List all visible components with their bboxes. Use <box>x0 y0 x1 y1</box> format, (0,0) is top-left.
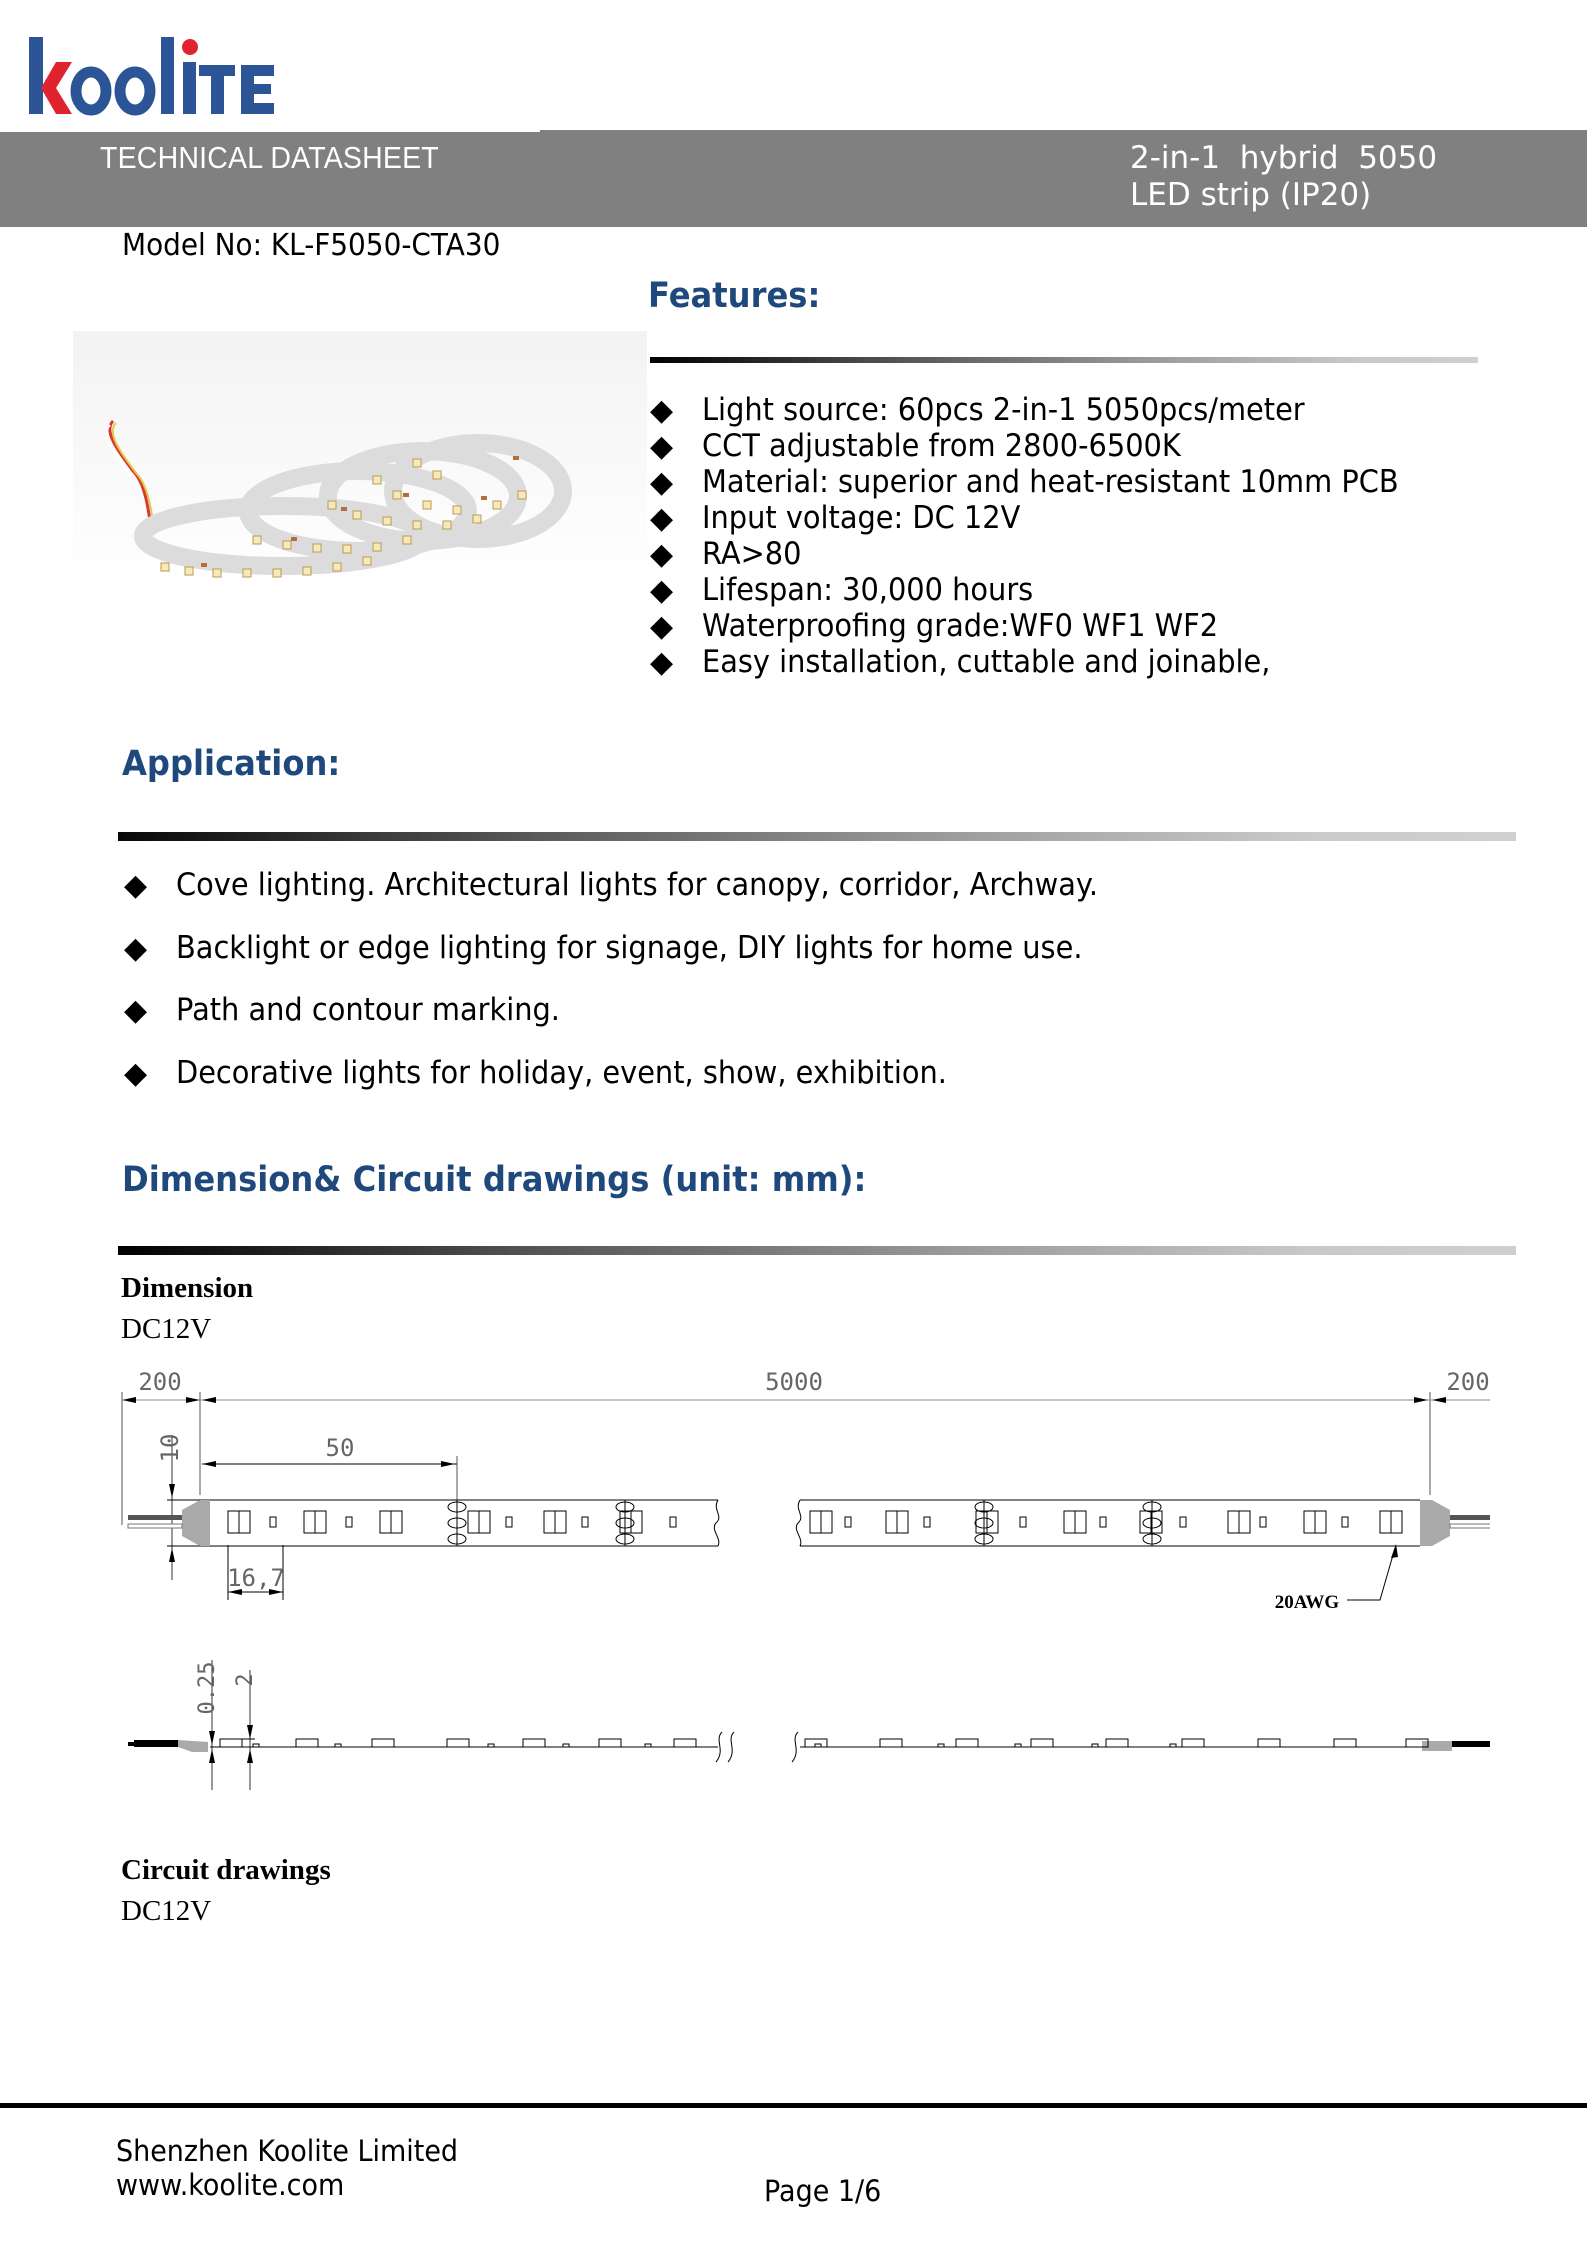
feature-item: ◆ Lifespan: 30,000 hours <box>650 572 1034 608</box>
resistor-pad <box>582 1517 588 1527</box>
dimension-drawing-top <box>110 1360 1490 1620</box>
led-profile <box>1182 1739 1204 1747</box>
feature-item-clipped: ◆ Easy installation, cuttable and joinable, <box>650 644 1271 680</box>
product-title-line1: 2-in-1 hybrid 5050 <box>1130 140 1438 176</box>
dimension-heading: Dimension& Circuit drawings (unit: mm): <box>122 1160 867 1200</box>
diamond-bullet-icon: ◆ <box>650 465 674 500</box>
led-profile <box>805 1739 827 1747</box>
application-item: ◆ Cove lighting. Architectural lights for canopy, corridor, Archway. <box>124 862 1167 925</box>
led-profile <box>956 1739 978 1747</box>
dimension-voltage: DC12V <box>121 1313 212 1345</box>
koolite-logo <box>28 32 318 122</box>
resistor-pad <box>1020 1517 1026 1527</box>
model-number: Model No: KL-F5050-CTA30 <box>122 228 501 263</box>
diamond-bullet-icon: ◆ <box>124 993 148 1028</box>
led-profile <box>523 1739 545 1747</box>
resistor-pad <box>270 1517 276 1527</box>
footer-company: Shenzhen Koolite Limited <box>116 2134 459 2168</box>
resistor-profile <box>938 1744 944 1747</box>
diamond-bullet-icon: ◆ <box>650 501 674 536</box>
resistor-pad <box>506 1517 512 1527</box>
resistor-pad <box>346 1517 352 1527</box>
features-heading: Features: <box>648 276 821 316</box>
page-number: Page 1/6 <box>764 2174 882 2208</box>
led-profile <box>220 1739 242 1747</box>
dim-width: 10 <box>156 1433 184 1463</box>
application-divider <box>118 832 1516 841</box>
resistor-profile <box>335 1744 341 1747</box>
dim-lead-right: 200 <box>1446 1368 1490 1396</box>
resistor-profile <box>815 1744 821 1747</box>
feature-item: ◆ Light source: 60pcs 2-in-1 5050pcs/meter <box>650 392 1305 428</box>
diamond-bullet-icon: ◆ <box>650 609 674 644</box>
features-divider <box>650 357 1478 363</box>
resistor-profile <box>1170 1744 1176 1747</box>
resistor-profile <box>645 1744 651 1747</box>
application-heading: Application: <box>122 744 341 784</box>
dim-lead-left: 200 <box>138 1368 182 1396</box>
feature-item: ◆ Waterproofing grade:WF0 WF1 WF2 <box>650 608 1219 644</box>
resistor-profile <box>1092 1744 1098 1747</box>
diamond-bullet-icon: ◆ <box>124 1055 148 1091</box>
resistor-pad <box>1260 1517 1266 1527</box>
dimension-drawing-side <box>110 1640 1490 1800</box>
resistor-pad <box>1100 1517 1106 1527</box>
dim-led-height: 2 <box>233 1673 258 1687</box>
led-profile <box>1334 1739 1356 1747</box>
diamond-bullet-icon: ◆ <box>650 645 674 680</box>
circuit-label: Circuit drawings <box>121 1854 331 1886</box>
led-profile <box>880 1739 902 1747</box>
doc-type-title: TECHNICAL DATASHEET <box>100 140 439 175</box>
led-profile <box>599 1739 621 1747</box>
feature-item: ◆ RA>80 <box>650 536 802 572</box>
footer-website[interactable]: www.koolite.com <box>116 2168 345 2202</box>
product-title-line2: LED strip (IP20) <box>1130 177 1372 213</box>
product-photo <box>73 331 647 591</box>
feature-item: ◆ CCT adjustable from 2800-6500K <box>650 428 1181 464</box>
footer-company-block <box>116 2134 458 2202</box>
diamond-bullet-icon: ◆ <box>650 429 674 464</box>
dim-pcb-thickness: 0.25 <box>195 1661 220 1715</box>
diamond-bullet-icon: ◆ <box>650 537 674 572</box>
resistor-profile <box>1015 1744 1021 1747</box>
feature-item: ◆ Material: superior and heat-resistant 10mm PCB <box>650 464 1399 500</box>
dimension-label: Dimension <box>121 1272 254 1304</box>
led-profile <box>296 1739 318 1747</box>
resistor-pad <box>845 1517 851 1527</box>
header-notch <box>0 128 540 132</box>
application-item: ◆ Backlight or edge lighting for signage, DIY lights for home use. <box>124 925 1167 988</box>
feature-item: ◆ Input voltage: DC 12V <box>650 500 1021 536</box>
application-item: ◆ Decorative lights for holiday, event, show, exhibition. <box>124 1050 1167 1113</box>
resistor-profile <box>253 1744 259 1747</box>
dim-wire-gauge: 20AWG <box>1274 1592 1340 1613</box>
dimension-divider <box>118 1246 1516 1255</box>
led-profile <box>674 1739 696 1747</box>
led-profile <box>447 1739 469 1747</box>
resistor-pad <box>924 1517 930 1527</box>
diamond-bullet-icon: ◆ <box>124 868 148 903</box>
led-profile <box>1106 1739 1128 1747</box>
resistor-profile <box>488 1744 494 1747</box>
dim-total-length: 5000 <box>765 1368 823 1396</box>
led-profile <box>1031 1739 1053 1747</box>
diamond-bullet-icon: ◆ <box>124 930 148 966</box>
footer-rule <box>0 2103 1587 2108</box>
application-item: ◆ Path and contour marking. <box>124 987 1167 1050</box>
diamond-bullet-icon: ◆ <box>650 573 674 608</box>
product-title <box>1130 140 1437 214</box>
resistor-pad <box>1342 1517 1348 1527</box>
features-list <box>640 392 1540 852</box>
resistor-pad <box>670 1517 676 1527</box>
dim-led-pitch: 16,7 <box>227 1564 285 1592</box>
diamond-bullet-icon: ◆ <box>650 393 674 428</box>
led-profile <box>372 1739 394 1747</box>
application-list <box>124 862 1167 1112</box>
circuit-voltage: DC12V <box>121 1895 212 1927</box>
resistor-pad <box>1180 1517 1186 1527</box>
resistor-profile <box>563 1744 569 1747</box>
led-profile <box>1258 1739 1280 1747</box>
dim-cut-unit: 50 <box>325 1434 355 1462</box>
